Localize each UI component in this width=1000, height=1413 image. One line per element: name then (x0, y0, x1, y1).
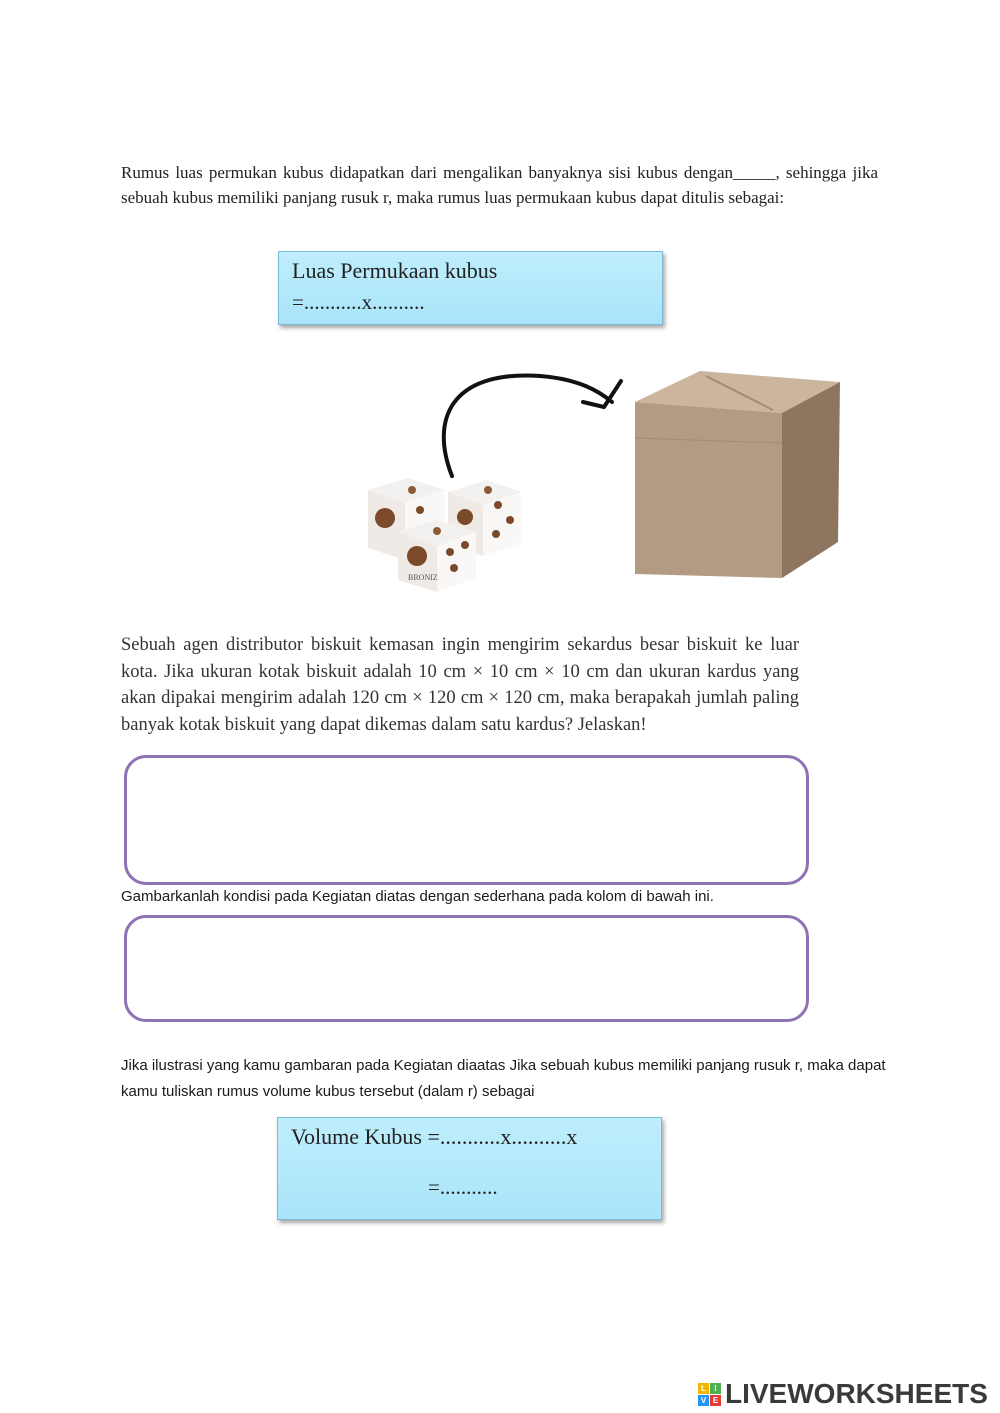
volume-formula-title: Volume Kubus =...........x..........x (291, 1124, 578, 1149)
liveworksheets-logo (698, 1376, 988, 1412)
volume-intro-paragraph: Jika ilustrasi yang kamu gambaran pada Kegiatan diaatas Jika sebuah kubus memiliki panjang rusuk r, maka dapat kamu tuliskan rumus volume kubus tersebut (dalam r) sebagai (121, 1057, 886, 1100)
biscuit-to-carton-illustration (0, 0, 1000, 610)
draw-instruction: Gambarkanlah kondisi pada Kegiatan diatas dengan sederhana pada kolom di bawah ini. (121, 888, 714, 905)
biscuit-box-front (398, 520, 476, 592)
volume-formula-box (277, 1117, 662, 1220)
volume-formula-result: =........... (428, 1175, 498, 1199)
cardboard-carton (635, 371, 840, 578)
biscuit-box-label: BRONIZ (408, 573, 438, 582)
problem-paragraph: Sebuah agen distributor biskuit kemasan ingin mengirim sekardus besar biskuit ke luar kota. Jika ukuran kotak biskuit adalah 10 cm × 10 cm × 10 cm dan ukuran kardus yang akan dipakai mengirim adalah 120 cm × 120 cm × 120 cm, maka berapakah jumlah paling banyak kotak biskuit yang dapat dikemas dalam satu kardus? Jelaskan! (121, 635, 799, 735)
logo-tiles-icon: L I V E (698, 1383, 721, 1406)
surface-area-formula-title: Luas Permukaan kubus (292, 258, 498, 283)
answer-box-explanation[interactable] (124, 755, 809, 885)
intro-paragraph: Rumus luas permukan kubus didapatkan dari mengalikan banyaknya sisi kubus dengan_____, sehingga jika sebuah kubus memiliki panjang rusuk r, maka rumus luas permukaan kubus dapat ditulis sebagai: (121, 163, 878, 207)
logo-text: LIVEWORKSHEETS (725, 1378, 988, 1409)
curved-arrow-icon (444, 376, 612, 476)
answer-box-drawing[interactable] (124, 915, 809, 1022)
surface-area-formula-blank: =...........x.......... (292, 290, 425, 314)
